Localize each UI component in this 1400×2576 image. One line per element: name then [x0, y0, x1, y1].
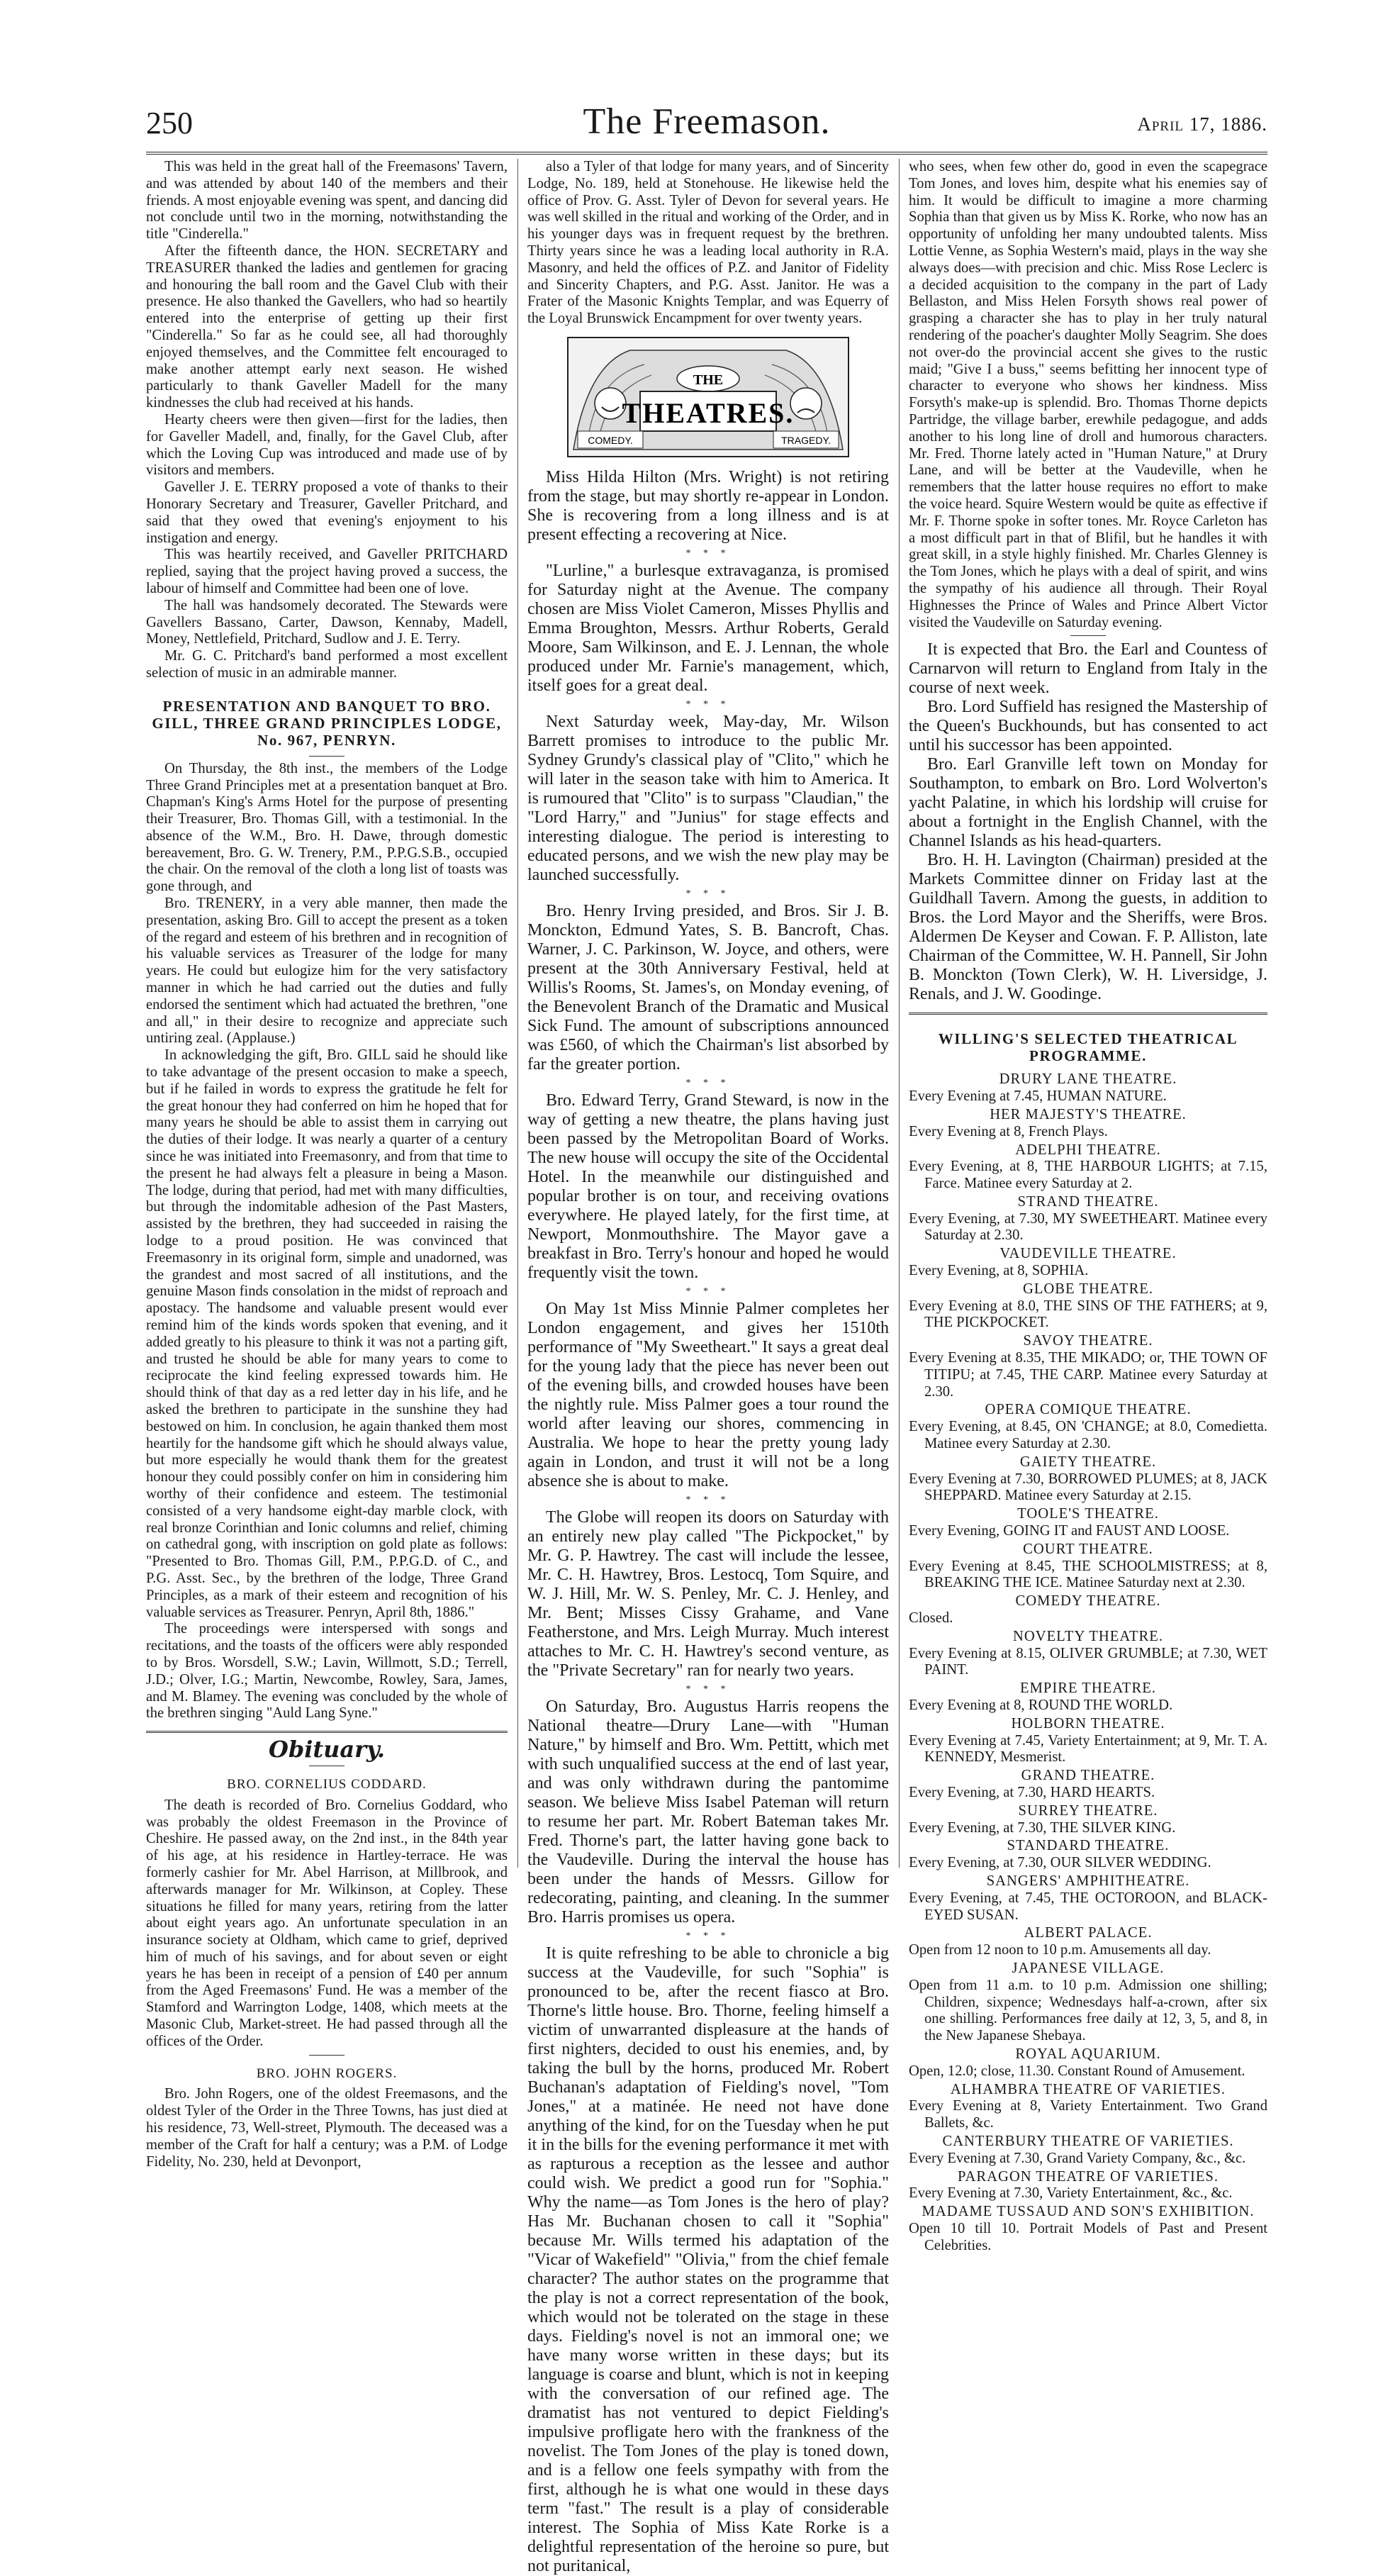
obituary-heading: Obituary.	[268, 1736, 386, 1763]
theatre-listing: Every Evening, at 7.30, MY SWEETHEART. Matinee every Saturday at 2.30.	[909, 1210, 1267, 1244]
section-stars: * * *	[685, 547, 731, 559]
short-rule	[309, 2055, 345, 2056]
paragraph: This was heartily received, and Gaveller PRITCHARD replied, saying that the project having proved a success, the labour of himself and Committee had been one of love.	[146, 547, 508, 596]
column-2	[527, 159, 889, 2575]
theatre-listing: Open from 12 noon to 10 p.m. Amusements all day.	[909, 1942, 1211, 1958]
paragraph: In acknowledging the gift, Bro. GILL said he should like to take advantage of the present occasion to make a speech, but if he failed in words to express the gratitude he felt for the great honour they had conferred on him he hoped that for many years he should be able to assist them in carrying out the duties of their lodge. It was nearly a quarter of a century since he was initiated into Freemasonry, and from that time to the present he had always felt a pleasure in being a Mason. The lodge, during that period, had met with many difficulties, but through the indomitable adhesion of the Past Masters, assisted by the brethren, they had succeeded in raising the lodge to a proud position. He was convinced that Freemasonry in its original form, simple and unadorned, was the grandest and most sacred of all institutions, and the genuine Mason finds consolation in the midst of reproach and apostacy. The handsome and valuable present would ever remind him of the kinds words spoken that evening, and it added greatly to his pleasure to think it was not a parting gift, and trusted he should be able for many years to come to reciprocate the kind feeling expressed towards him. He should think of that day as a red letter day in his life, and he asked the brethren to participate in the sunshine they had bestowed on him. In conclusion, he again thanked them most heartily for the handsome gift which he should always value, but more especially he would thank them for the greatest honour they could possibly confer on him in considering him worthy of their confidence and esteem. The testimonial consisted of a very handsome eight-day marble clock, with real bronze Corinthian and Ionic columns and relief, chiming on cathedral gong, with inscription on gold plate as follows: "Presented to Bro. Thomas Gill, P.M., P.P.G.D. of C., and P.G. Asst. Sec., by the brethren of the lodge, Three Grand Principles, as a mark of their esteem and recognition of his valuable services as Treasurer. Penryn, April 8th, 1886."	[146, 1047, 508, 1620]
column-3	[909, 159, 1267, 2253]
paragraph: also a Tyler of that lodge for many years, and of Sincerity Lodge, No. 189, held at Stonehouse. He likewise held the office of Prov. G. Asst. Tyler of Devon for several years. He was well skilled in the ritual and working of the Order, and in his younger days was in frequent request by the brethren. Thirty years since he was a leading local authority in R.A. Masonry, and held the offices of P.Z. and Janitor of Fidelity and Sincerity Chapters, and P.G. Asst. Janitor. He was a Frater of the Masonic Knights Templar, and was Equerry of the Loyal Brunswick Encampment for over twenty years.	[527, 159, 889, 327]
paragraph: Bro. Lord Suffield has resigned the Mastership of the Queen's Buckhounds, but has consented to act until his successor has been appointed.	[909, 698, 1267, 755]
paragraph: On May 1st Miss Minnie Palmer completes her London engagement, and gives her 1510th performance of "My Sweetheart." It says a great deal for the young lady that the piece has never been out of the evening bills, and crowded houses have been the nightly rule. Miss Palmer goes a tour round the world after leaving our shores, commencing in Australia. We hope to hear the pretty young lady again in London, and trust it will not be a long absence she is about to make.	[527, 1299, 889, 1490]
theatre-name: GLOBE THEATRE.	[1022, 1281, 1154, 1297]
theatre-listing: Every Evening at 8, French Plays.	[909, 1123, 1108, 1139]
paragraph: It is expected that Bro. the Earl and Countess of Carnarvon will return to England from Italy in the course of next week.	[909, 640, 1267, 698]
theatre-name: HOLBORN THEATRE.	[1011, 1715, 1165, 1732]
theatre-name: ALBERT PALACE.	[1024, 1925, 1153, 1941]
theatre-name: NOVELTY THEATRE.	[1012, 1628, 1163, 1644]
theatre-programme-list	[909, 1071, 1267, 2254]
section-stars: * * *	[685, 1930, 731, 1941]
paragraph: On Thursday, the 8th inst., the members of the Lodge Three Grand Principles met at a presentation banquet at Bro. Chapman's King's Arms Hotel for the purpose of presenting their Treasurer, Bro. Thomas Gill, with a testimonial. In the absence of the W.M., Bro. H. Dawe, through domestic bereavement, Bro. G. W. Trenery, P.M., P.P.G.S.B., occupied the chair. On the removal of the cloth a long list of toasts was gone through, and	[146, 760, 508, 895]
theatre-listing: Every Evening, GOING IT and FAUST AND LOOSE.	[909, 1523, 1230, 1539]
paragraph: After the fifteenth dance, the HON. SECRETARY and TREASURER thanked the ladies and gentlemen for gracing and honouring the ball room and the Gavel Club with their presence. He also thanked the Gavellers, who had so heartily entered into the enterprise of getting up their first "Cinderella." So far as he could see, all had thoroughly enjoyed themselves, and the Committee felt encouraged to make another attempt early next season. He wished particularly to thank Gaveller Madell for the many kindnesses the club had received at his hands.	[146, 242, 508, 411]
theatre-name: ALHAMBRA THEATRE OF VARIETIES.	[950, 2081, 1226, 2097]
theatre-name: SANGERS' AMPHITHEATRE.	[986, 1873, 1190, 1889]
section-stars: * * *	[685, 888, 731, 899]
theatre-name: SURREY THEATRE.	[1018, 1802, 1158, 1819]
theatre-listing: Every Evening at 8, Variety Entertainment. Two Grand Ballets, &c.	[909, 2098, 1267, 2131]
theatre-listing: Every Evening, at 7.30, OUR SILVER WEDDING.	[909, 1855, 1211, 1871]
theatre-name: EMPIRE THEATRE.	[1020, 1680, 1156, 1697]
article-headline: PRESENTATION AND BANQUET TO BRO. GILL, THREE GRAND PRINCIPLES LODGE, No. 967, PENRYN.	[152, 697, 502, 749]
theatre-name: COURT THEATRE.	[1023, 1541, 1153, 1557]
theatre-listing: Every Evening at 8.45, THE SCHOOLMISTRESS; at 8, BREAKING THE ICE. Matinee Saturday next at 2.30.	[909, 1558, 1267, 1591]
section-stars: * * *	[685, 1286, 731, 1297]
short-rule	[1070, 635, 1106, 636]
paragraph: The Globe will reopen its doors on Saturday with an entirely new play called "The Pickpocket," by Mr. G. P. Hawtrey. The cast will include the lessee, Mr. C. H. Hawtrey, Bros. Lestocq, Tom Squire, and W. J. Hill, Mr. W. S. Penley, Mr. C. J. Henley, and Mr. Bent; Misses Cissy Grahame, and Vane Featherstone, and Mrs. Leigh Murray. Much interest attaches to Mr. C. H. Hawtrey's second venture, as the "Private Secretary" ran for nearly two years.	[527, 1507, 889, 1680]
masthead	[146, 99, 1267, 150]
banner-word-tragedy: TRAGEDY.	[781, 434, 831, 446]
paragraph: Bro. H. H. Lavington (Chairman) presided at the Markets Committee dinner on Friday last at the Guildhall Tavern. Among the guests, in addition to Bros. the Lord Mayor and the Sheriffs, were Bros. Aldermen De Keyser and Cowan. F. P. Alliston, late Chairman of the Committee, W. H. Pannell, Sir John B. Monckton (Town Clerk), W. H. Liversidge, J. Renals, and J. W. Goodinge.	[909, 851, 1267, 1004]
theatre-name: STRAND THEATRE.	[1017, 1193, 1159, 1210]
theatre-listing: Every Evening at 7.30, BORROWED PLUMES; at 8, JACK SHEPPARD. Matinee every Saturday at 2.15.	[909, 1471, 1267, 1504]
column-divider	[899, 159, 900, 1868]
paragraph: Bro. John Rogers, one of the oldest Freemasons, and the oldest Tyler of the Order in the Three Towns, has just died at his residence, 73, Well-street, Plymouth. The deceased was a member of the Craft for half a century; was a P.M. of Lodge Fidelity, No. 230, held at Devonport,	[146, 2086, 508, 2170]
theatre-name: COMEDY THEATRE.	[1015, 1593, 1161, 1610]
section-rule	[909, 1013, 1267, 1015]
paragraph: The death is recorded of Bro. Cornelius Goddard, who was probably the oldest Freemason in the Province of Cheshire. He passed away, on the 2nd inst., in the 84th year of his age, at his residence in Hartley-terrace. He was formerly cashier for Mr. Abel Harrison, at Millbrook, and afterwards manager for Mr. Wilkinson, at Copley. These situations he filled for many years, retiring from the latter about eight years ago. An unfortunate speculation in an insurance society at Oldham, which came to grief, deprived him of much of his savings, and for about seven or eight years he has been in receipt of a pension of £40 per annum from the Aged Freemasons' Fund. He was a member of the Stamford and Warrington Lodge, 1408, which meets at the Masonic Club, Market-street. He had passed through all the offices of the Order.	[146, 1797, 508, 2049]
section-stars: * * *	[685, 1683, 731, 1695]
paragraph: "Lurline," a burlesque extravaganza, is promised for Saturday night at the Avenue. The company chosen are Miss Violet Cameron, Misses Phyllis and Emma Broughton, Messrs. Arthur Roberts, Gerald Moore, Sam Wilkinson, and E. J. Lennan, the whole produced under Mr. Farnie's management, which, itself goes for a great deal.	[527, 561, 889, 695]
theatre-listing: Every Evening at 8, ROUND THE WORLD.	[909, 1697, 1173, 1713]
paragraph: Mr. G. C. Pritchard's band performed a most excellent selection of music in an admirable manner.	[146, 648, 508, 681]
theatre-listing: Every Evening, at 8, THE HARBOUR LIGHTS; at 7.15, Farce. Matinee every Saturday at 2.	[909, 1159, 1267, 1192]
theatre-listing: Every Evening, at 7.45, THE OCTOROON, and BLACK-EYED SUSAN.	[909, 1890, 1267, 1923]
comedy-mask-icon	[595, 388, 626, 419]
theatre-name: STANDARD THEATRE.	[1007, 1838, 1170, 1854]
paragraph: Gaveller J. E. TERRY proposed a vote of thanks to their Honorary Secretary and Treasurer, Gaveller Pritchard, and said that they owed that evening's enjoyment to his instigation and energy.	[146, 479, 508, 546]
theatre-name: JAPANESE VILLAGE.	[1012, 1960, 1165, 1976]
theatre-listing: Open 10 till 10. Portrait Models of Past and Present Celebrities.	[909, 2220, 1267, 2253]
theatre-listing: Every Evening at 8.15, OLIVER GRUMBLE; at 7.30, WET PAINT.	[909, 1645, 1267, 1678]
theatre-name: PARAGON THEATRE OF VARIETIES.	[957, 2168, 1219, 2185]
tragedy-mask-icon	[790, 388, 822, 419]
section-stars: * * *	[685, 1077, 731, 1088]
section-stars: * * *	[685, 1494, 731, 1505]
masthead-rule	[146, 152, 1267, 155]
theatre-name: CANTERBURY THEATRE OF VARIETIES.	[942, 2133, 1234, 2149]
theatre-listing: Every Evening at 8.0, THE SINS OF THE FATHERS; at 9, THE PICKPOCKET.	[909, 1298, 1267, 1331]
theatre-name: OPERA COMIQUE THEATRE.	[985, 1402, 1192, 1418]
theatre-name: GAIETY THEATRE.	[1019, 1454, 1157, 1470]
theatre-listing: Every Evening, at 7.30, HARD HEARTS.	[909, 1784, 1155, 1800]
theatre-listing: Every Evening at 7.30, Grand Variety Company, &c., &c.	[909, 2150, 1246, 2166]
page-number: 250	[146, 106, 193, 140]
theatre-listing: Open from 11 a.m. to 10 p.m. Admission one shilling; Children, sixpence; Wednesdays half-a-crown, after six one shilling. Performances free daily at 12, 3, 5, and 8, in the New Japanese Shebaya.	[909, 1977, 1267, 2044]
column-1	[146, 159, 508, 2170]
paragraph: On Saturday, Bro. Augustus Harris reopens the National theatre—Drury Lane—with "Human Nature," by himself and Bro. Wm. Pettitt, which met with such unqualified success at the end of last year, and was only withdrawn during the pantomime season. We believe Miss Isabel Pateman will return to resume her part. Mr. Robert Bateman takes Mr. Fred. Thorne's part, the latter having gone back to the Vaudeville. During the interval the house has been under the hands of Messrs. Gillow for redecorating, painting, and cleaning. In the summer Bro. Harris promises us opera.	[527, 1697, 889, 1927]
paragraph: The hall was handsomely decorated. The Stewards were Gavellers Bassano, Carter, Dawson, Kennaby, Madell, Money, Nettlefield, Pritchard, Sudlow and J. E. Terry.	[146, 597, 508, 647]
theatre-name: SAVOY THEATRE.	[1023, 1333, 1153, 1349]
issue-date: April 17, 1886.	[1137, 113, 1267, 135]
paragraph: who sees, when few other do, good in even the scapegrace Tom Jones, and loves him, despite what his enemies say of him. It would be difficult to imagine a more charming Sophia than that given us by Miss K. Rorke, who now has an opportunity of unfolding her many undoubted talents. Miss Lottie Venne, as Sophia Western's maid, plays in the way she always does—with precision and chic. Miss Rose Leclerc is a decided acquisition to the company in the part of Lady Bellaston, and Miss Helen Forsyth shows real power of grasping a character she has to play in her truly natural rendering of the poacher's daughter Molly Seagrim. She does not over-do the provincial accent she gives to the rustic maid; "Give I a buss," seems befitting her innocent type of character to everyone who shows her kindness. Miss Forsyth's make-up is splendid. Bro. Thomas Thorne depicts Partridge, the village barber, erewhile pedagogue, and adds another to his long line of droll and humorous characters. Mr. Fred. Thorne lately acted in "Human Nature," at Drury Lane, and will be better at the Vaudeville, when he remembers that the latter house requires no effort to make the voice heard. Squire Western would be quite as effective if Mr. F. Thorne spoke in softer tones. Mr. Royce Carleton has a most difficult part in that of Blifil, but he handles it with great skill, in a style highly finished. Mr. Charles Glenney is the Tom Jones, which he plays with a deal of spirit, and wins the sympathy of his audience all through. Their Royal Highnesses the Prince of Wales and Prince Albert Victor visited the Vaudeville on Saturday evening.	[909, 159, 1267, 630]
theatre-name: GRAND THEATRE.	[1021, 1768, 1155, 1784]
obituary-subheading: BRO. JOHN ROGERS.	[256, 2065, 398, 2081]
publication-title: The Freemason.	[583, 101, 831, 142]
theatre-listing: Every Evening at 7.30, Variety Entertainment, &c., &c.	[909, 2185, 1233, 2202]
paragraph: Bro. Henry Irving presided, and Bros. Sir J. B. Monckton, Edmund Yates, S. B. Bancroft, Chas. Warner, J. C. Parkinson, W. Joyce, and others, were present at the 30th Anniversary Festival, held at Willis's Rooms, St. James's, on Monday evening, of the Benevolent Branch of the Dramatic and Musical Sick Fund. The amount of subscriptions announced was £560, of which the Chairman's list absorbed by far the greater portion.	[527, 901, 889, 1074]
theatre-name: DRURY LANE THEATRE.	[999, 1071, 1177, 1088]
theatre-listing: Every Evening, at 8.45, ON 'CHANGE; at 8.0, Comedietta. Matinee every Saturday at 2.30.	[909, 1419, 1267, 1452]
column-divider	[517, 159, 518, 1868]
theatre-listing: Open, 12.0; close, 11.30. Constant Round of Amusement.	[909, 2063, 1245, 2079]
programme-headline: WILLING'S SELECTED THEATRICAL PROGRAMME.	[938, 1030, 1238, 1065]
theatre-name: ADELPHI THEATRE.	[1015, 1142, 1161, 1158]
section-rule	[146, 1731, 508, 1733]
theatre-listing: Closed.	[909, 1610, 953, 1627]
banner-word-the: THE	[693, 372, 724, 388]
paragraph: Miss Hilda Hilton (Mrs. Wright) is not retiring from the stage, but may shortly re-appear in London. She is recovering from a long illness and is at present effecting a recovering at Nice.	[527, 467, 889, 544]
short-rule	[309, 756, 345, 757]
theatre-listing: Every Evening at 7.45, Variety Entertainment; at 9, Mr. T. A. KENNEDY, Mesmerist.	[909, 1732, 1267, 1766]
theatre-name: MADAME TUSSAUD AND SON'S EXHIBITION.	[922, 2204, 1255, 2220]
theatre-name: VAUDEVILLE THEATRE.	[999, 1246, 1177, 1262]
theatre-listing: Every Evening, at 7.30, THE SILVER KING.	[909, 1819, 1176, 1836]
paragraph: The proceedings were interspersed with songs and recitations, and the toasts of the officers were ably responded to by Bros. Worsdell, S.W.; Lavin, Willmott, S.D.; Terrell, J.D.; Olver, I.G.; Martin, Newcombe, Rowley, Sara, James, and M. Blamey. The evening was concluded by the whole of the brethren singing "Auld Lang Syne."	[146, 1621, 508, 1722]
theatre-listing: Every Evening, at 8, SOPHIA.	[909, 1263, 1089, 1279]
theatres-banner	[566, 336, 850, 458]
paragraph: Bro. Earl Granville left town on Monday for Southampton, to embark on Bro. Lord Wolverton's yacht Palatine, in which his lordship will cruise for about a fortnight in the English Channel, with the Channel Islands as his head-quarters.	[909, 755, 1267, 851]
paragraph: Bro. TRENERY, in a very able manner, then made the presentation, asking Bro. Gill to accept the present as a token of the regard and esteem of his brethren and in recognition of his valuable services as Treasurer of the lodge for many years. He could but eulogize him for the very satisfactory manner in which he had carried out the duties and fully endorsed the sentiment which had actuated the brethren, "one and all," in their desire to recognize and appreciate such untiring zeal. (Applause.)	[146, 896, 508, 1047]
banner-word-comedy: COMEDY.	[588, 434, 633, 446]
obituary-subheading: BRO. CORNELIUS CODDARD.	[227, 1776, 427, 1792]
banner-word-theatres: THEATRES.	[622, 396, 795, 429]
theatre-name: ROYAL AQUARIUM.	[1015, 2046, 1161, 2062]
section-stars: * * *	[685, 698, 731, 710]
paragraph: Hearty cheers were then given—first for the ladies, then for Gaveller Madell, and, finally, for the Gavel Club, after which the Loving Cup was introduced and made use of by visitors and members.	[146, 411, 508, 479]
paragraph: Next Saturday week, May-day, Mr. Wilson Barrett promises to introduce to the public Mr. Sydney Grundy's classical play of "Clito," which he will later in the season take with him to America. It is rumoured that "Clito" is to surpass "Claudian," the "Lord Harry," and "Junius" for stage effects and interesting dialogue. The period is interesting to educated persons, and we wish the new play may be launched successfully.	[527, 712, 889, 884]
theatre-listing: Every Evening at 8.35, THE MIKADO; or, THE TOWN OF TITIPU; at 7.45, THE CARP. Matinee every Saturday at 2.30.	[909, 1350, 1267, 1400]
paragraph: It is quite refreshing to be able to chronicle a big success at the Vaudeville, for such "Sophia" is pronounced to be, after the recent fiasco at Bro. Thorne's little house. Bro. Thorne, feeling himself a victim of unwarranted displeasure at the hands of first nighters, decided to oust his enemies, and, by taking the bull by the horns, produced Mr. Robert Buchanan's adaptation of Fielding's novel, "Tom Jones," at a matinée. He need not have done anything of the kind, for on the Tuesday when he put it in the bills for the evening performance it met with as rapturous a reception as the lessee and author could wish. We predict a good run for "Sophia." Why the name—as Tom Jones is the hero of play? Has Mr. Buchanan chosen to call it "Sophia" because Mr. Wills termed his adaptation of the "Vicar of Wakefield" "Olivia," from the chief female character? The author states on the programme that the play is not a correct representation of the book, which would not be tolerated on the stage in these days. Fielding's novel is not an immoral one; we have many worse written in these days; but its language is coarse and blunt, which is not in keeping with the conversation of our refined age. The dramatist has not ventured to depict Fielding's impulsive profligate hero with the frankness of the novelist. The Tom Jones of the play is toned down, and is a fellow one feels sympathy with from the first, although he is what one would in these days term "fast." The result is a play of considerable interest. The Sophia of Miss Kate Rorke is a delightful representation of the heroine so pure, but not puritanical,	[527, 1944, 889, 2575]
theatre-name: TOOLE'S THEATRE.	[1017, 1506, 1159, 1522]
paragraph: Bro. Edward Terry, Grand Steward, is now in the way of getting a new theatre, the plans having just been passed by the Metropolitan Board of Works. The new house will occupy the site of the Occidental Hotel. In the meanwhile our distinguished and popular brother is on tour, and receiving ovations everywhere. He played lately, for the first time, at Newport, Monmouthshire. The Mayor gave a breakfast in Bro. Terry's honour and hoped he would frequently visit the town.	[527, 1091, 889, 1282]
theatre-listing: Every Evening at 7.45, HUMAN NATURE.	[909, 1088, 1167, 1105]
paragraph: This was held in the great hall of the Freemasons' Tavern, and was attended by about 140 of the members and their friends. A most enjoyable evening was spent, and dancing did not conclude until two in the morning, notwithstanding the title "Cinderella."	[146, 159, 508, 242]
theatre-name: HER MAJESTY'S THEATRE.	[990, 1106, 1187, 1122]
